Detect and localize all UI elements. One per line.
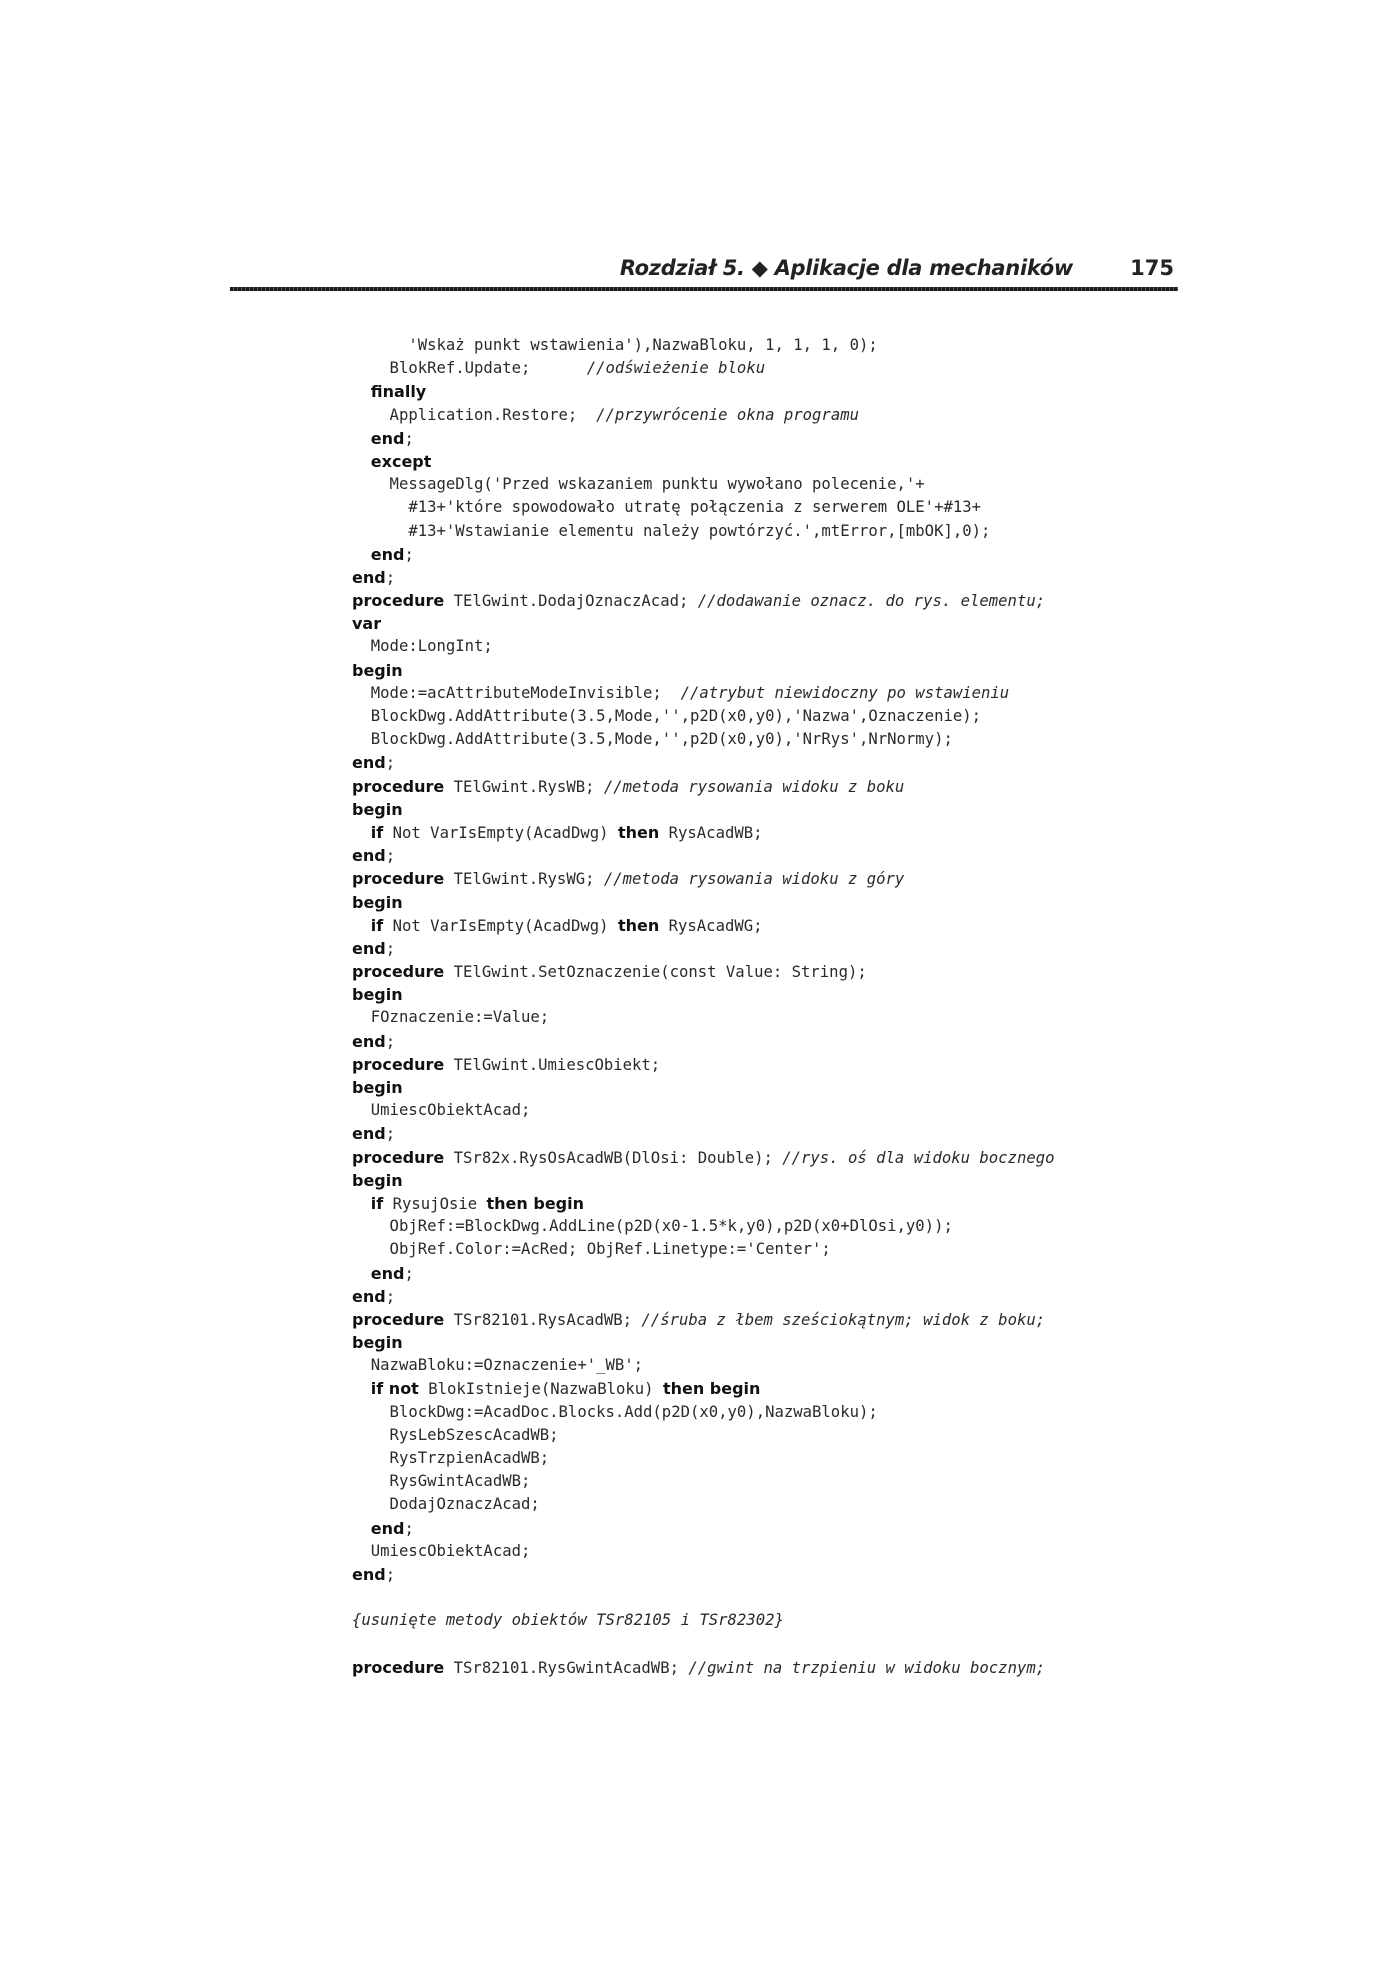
code-line: [352, 1401, 1172, 1424]
code-keyword: end: [370, 544, 405, 564]
code-text: TElGwint.SetOznaczenie(const Value: String);: [444, 963, 867, 982]
code-text: [352, 1265, 371, 1283]
code-keyword: begin: [352, 799, 403, 819]
code-keyword: then begin: [486, 1193, 584, 1213]
code-text: RysGwintAcadWB;: [352, 1472, 531, 1491]
code-line: [352, 1215, 1172, 1238]
code-line: [352, 404, 1172, 427]
code-text: BlockDwg:=AcadDoc.Blocks.Add(p2D(x0,y0),NazwaBloku);: [352, 1402, 878, 1421]
code-keyword: if not: [370, 1379, 419, 1399]
code-keyword: begin: [352, 985, 403, 1005]
code-line: [352, 1424, 1172, 1447]
code-line: [352, 821, 1172, 844]
code-text: #13+'które spowodowało utratę połączenia z serwerem OLE'+#13+: [352, 498, 982, 517]
code-keyword: var: [352, 614, 382, 634]
code-text: RysAcadWB;: [659, 823, 763, 842]
code-text: BlockDwg.AddAttribute(3.5,Mode,'',p2D(x0,y0),'Nazwa',Oznaczenie);: [352, 707, 982, 725]
code-text: ;: [385, 939, 396, 958]
code-line: [352, 427, 1172, 450]
code-line: [352, 891, 1172, 914]
code-text: [352, 453, 371, 471]
code-keyword: procedure: [352, 1657, 445, 1677]
code-line: [352, 798, 1172, 821]
code-text: [352, 824, 371, 842]
code-keyword: if: [370, 822, 384, 842]
code-keyword: end: [352, 1124, 386, 1144]
code-text: ;: [385, 568, 396, 587]
running-title: Rozdział 5. ◆ Aplikacje dla mechaników: [619, 256, 1073, 280]
code-keyword: procedure: [352, 1147, 445, 1167]
code-text: ;: [385, 754, 396, 773]
code-text: FOznaczenie:=Value;: [352, 1008, 550, 1027]
code-line: [352, 1122, 1172, 1145]
code-line: [352, 1169, 1172, 1192]
code-comment: //przywrócenie okna programu: [596, 405, 859, 424]
code-line: [352, 1609, 1172, 1632]
code-line: [352, 1493, 1172, 1516]
code-line: [352, 1192, 1172, 1215]
code-line: [352, 589, 1172, 612]
code-line: [352, 1633, 1172, 1656]
code-comment: //odświeżenie bloku: [586, 359, 766, 378]
code-line: [352, 1053, 1172, 1076]
code-line: [352, 1006, 1172, 1029]
code-text: ObjRef:=BlockDwg.AddLine(p2D(x0-1.5*k,y0),p2D(x0+DlOsi,y0));: [352, 1217, 953, 1236]
code-comment: //gwint na trzpieniu w widoku bocznym;: [688, 1658, 1046, 1677]
code-text: TElGwint.UmiescObiekt;: [444, 1055, 661, 1074]
code-text: DodajOznaczAcad;: [352, 1495, 540, 1514]
code-text: [352, 1520, 371, 1538]
code-text: [352, 383, 371, 401]
code-line: [352, 1099, 1172, 1122]
code-text: ;: [385, 1287, 396, 1306]
code-text: RysAcadWG;: [659, 916, 763, 935]
code-text: ;: [385, 1565, 396, 1584]
code-text: TElGwint.DodajOznaczAcad;: [444, 592, 698, 611]
code-line: [352, 1447, 1172, 1470]
code-text: RysLebSzescAcadWB;: [352, 1425, 559, 1444]
code-keyword: end: [370, 1518, 405, 1538]
code-comment: //atrybut niewidoczny po wstawieniu: [680, 683, 1010, 702]
code-text: ;: [385, 1125, 396, 1144]
code-line: [352, 1656, 1172, 1679]
code-keyword: if: [370, 1193, 384, 1213]
code-text: Application.Restore;: [352, 405, 597, 424]
code-line: [352, 496, 1172, 519]
code-line: [352, 1377, 1172, 1400]
code-line: [352, 728, 1172, 751]
code-keyword: end: [352, 938, 386, 958]
code-keyword: procedure: [352, 1054, 445, 1074]
code-keyword: procedure: [352, 776, 445, 796]
code-keyword: except: [370, 451, 432, 471]
code-keyword: end: [370, 428, 405, 448]
code-keyword: begin: [352, 1078, 403, 1097]
code-line: [352, 380, 1172, 403]
code-text: BlockDwg.AddAttribute(3.5,Mode,'',p2D(x0,y0),'NrRys',NrNormy);: [352, 730, 953, 749]
code-keyword: begin: [352, 892, 403, 912]
code-keyword: then begin: [662, 1379, 761, 1399]
code-line: [352, 1470, 1172, 1493]
code-text: Mode:=acAttributeModeInvisible;: [352, 683, 681, 702]
code-line: [352, 543, 1172, 566]
code-line: [352, 473, 1172, 496]
code-line: [352, 914, 1172, 937]
code-text: [352, 1380, 371, 1398]
code-line: [352, 775, 1172, 798]
code-keyword: then: [617, 822, 660, 842]
code-text: BlokRef.Update;: [352, 359, 587, 378]
code-text: [352, 1195, 371, 1213]
page-number: 175: [1130, 256, 1174, 280]
code-line: [352, 612, 1172, 635]
code-text: BlokIstnieje(NazwaBloku): [418, 1380, 663, 1399]
page-header: [230, 252, 1178, 288]
code-text: ;: [404, 1519, 414, 1538]
code-line: [352, 867, 1172, 890]
code-text: RysujOsie: [383, 1194, 487, 1213]
code-line: [352, 635, 1172, 658]
code-text: TElGwint.RysWG;: [444, 870, 604, 889]
code-line: [352, 1076, 1172, 1099]
code-text: [352, 917, 371, 935]
code-line: [352, 1262, 1172, 1285]
code-keyword: if: [370, 915, 384, 935]
code-line: [352, 983, 1172, 1006]
code-keyword: procedure: [352, 962, 445, 982]
code-keyword: begin: [352, 1333, 403, 1353]
code-keyword: end: [352, 753, 386, 773]
code-line: [352, 659, 1172, 682]
code-line: [352, 1563, 1172, 1586]
code-text: Not VarIsEmpty(AcadDwg): [383, 916, 618, 935]
code-keyword: begin: [352, 660, 403, 680]
code-keyword: begin: [352, 1170, 403, 1190]
code-line: [352, 937, 1172, 960]
code-keyword: end: [370, 1263, 405, 1283]
code-keyword: end: [352, 1564, 386, 1584]
code-comment: {usunięte metody obiektów TSr82105 i TSr82302}: [352, 1611, 784, 1630]
code-keyword: end: [352, 567, 386, 587]
code-keyword: procedure: [352, 1309, 445, 1329]
code-line: [352, 1517, 1172, 1540]
code-comment: //metoda rysowania widoku z góry: [603, 870, 905, 889]
code-text: 'Wskaż punkt wstawienia'),NazwaBloku, 1, 1, 1, 0);: [352, 336, 878, 354]
code-listing: [352, 334, 1172, 1679]
code-line: [352, 450, 1172, 473]
code-keyword: procedure: [352, 591, 445, 611]
code-text: ObjRef.Color:=AcRed; ObjRef.Linetype:='Center';: [352, 1240, 831, 1259]
code-text: ;: [404, 545, 414, 564]
code-text: [352, 546, 371, 564]
code-text: ;: [404, 1264, 414, 1283]
code-text: TSr82x.RysOsAcadWB(DlOsi: Double);: [444, 1148, 783, 1167]
code-line: [352, 1354, 1172, 1377]
code-line: [352, 844, 1172, 867]
code-keyword: finally: [370, 382, 427, 402]
code-keyword: end: [352, 846, 386, 866]
code-line: [352, 751, 1172, 774]
code-text: Mode:LongInt;: [352, 637, 493, 656]
header-rule: [230, 287, 1178, 291]
code-line: [352, 1238, 1172, 1261]
code-text: NazwaBloku:=Oznaczenie+'_WB';: [352, 1356, 644, 1375]
code-text: RysTrzpienAcadWB;: [352, 1449, 550, 1467]
code-keyword: end: [352, 1286, 386, 1306]
code-line: [352, 357, 1172, 380]
code-text: UmiescObiektAcad;: [352, 1101, 531, 1120]
code-comment: //metoda rysowania widoku z boku: [603, 777, 905, 796]
code-line: [352, 682, 1172, 705]
code-line: [352, 1030, 1172, 1053]
code-line: [352, 1586, 1172, 1609]
code-comment: //śruba z łbem sześciokątnym; widok z boku;: [641, 1310, 1046, 1329]
code-text: TSr82101.RysGwintAcadWB;: [444, 1658, 689, 1677]
code-comment: //dodawanie oznacz. do rys. elementu;: [697, 592, 1046, 611]
code-text: UmiescObiektAcad;: [352, 1541, 531, 1560]
code-line: [352, 1308, 1172, 1331]
code-keyword: procedure: [352, 869, 445, 889]
code-line: [352, 520, 1172, 543]
code-line: [352, 566, 1172, 589]
code-line: [352, 960, 1172, 983]
code-text: ;: [385, 847, 396, 866]
code-text: ;: [404, 429, 414, 448]
code-line: [352, 1285, 1172, 1308]
code-text: ;: [385, 1032, 396, 1051]
code-line: [352, 1146, 1172, 1169]
code-keyword: then: [617, 915, 660, 935]
code-text: Not VarIsEmpty(AcadDwg): [383, 823, 618, 842]
code-line: [352, 1331, 1172, 1354]
code-line: [352, 705, 1172, 728]
code-keyword: end: [352, 1031, 386, 1051]
code-text: MessageDlg('Przed wskazaniem punktu wywołano polecenie,'+: [352, 475, 925, 494]
code-line: [352, 1540, 1172, 1563]
code-text: TSr82101.RysAcadWB;: [444, 1310, 642, 1329]
code-line: [352, 334, 1172, 357]
code-text: [352, 430, 371, 448]
code-text: #13+'Wstawianie elementu należy powtórzyć.',mtError,[mbOK],0);: [352, 521, 991, 540]
code-text: TElGwint.RysWB;: [444, 777, 604, 796]
code-comment: //rys. oś dla widoku bocznego: [782, 1148, 1055, 1167]
